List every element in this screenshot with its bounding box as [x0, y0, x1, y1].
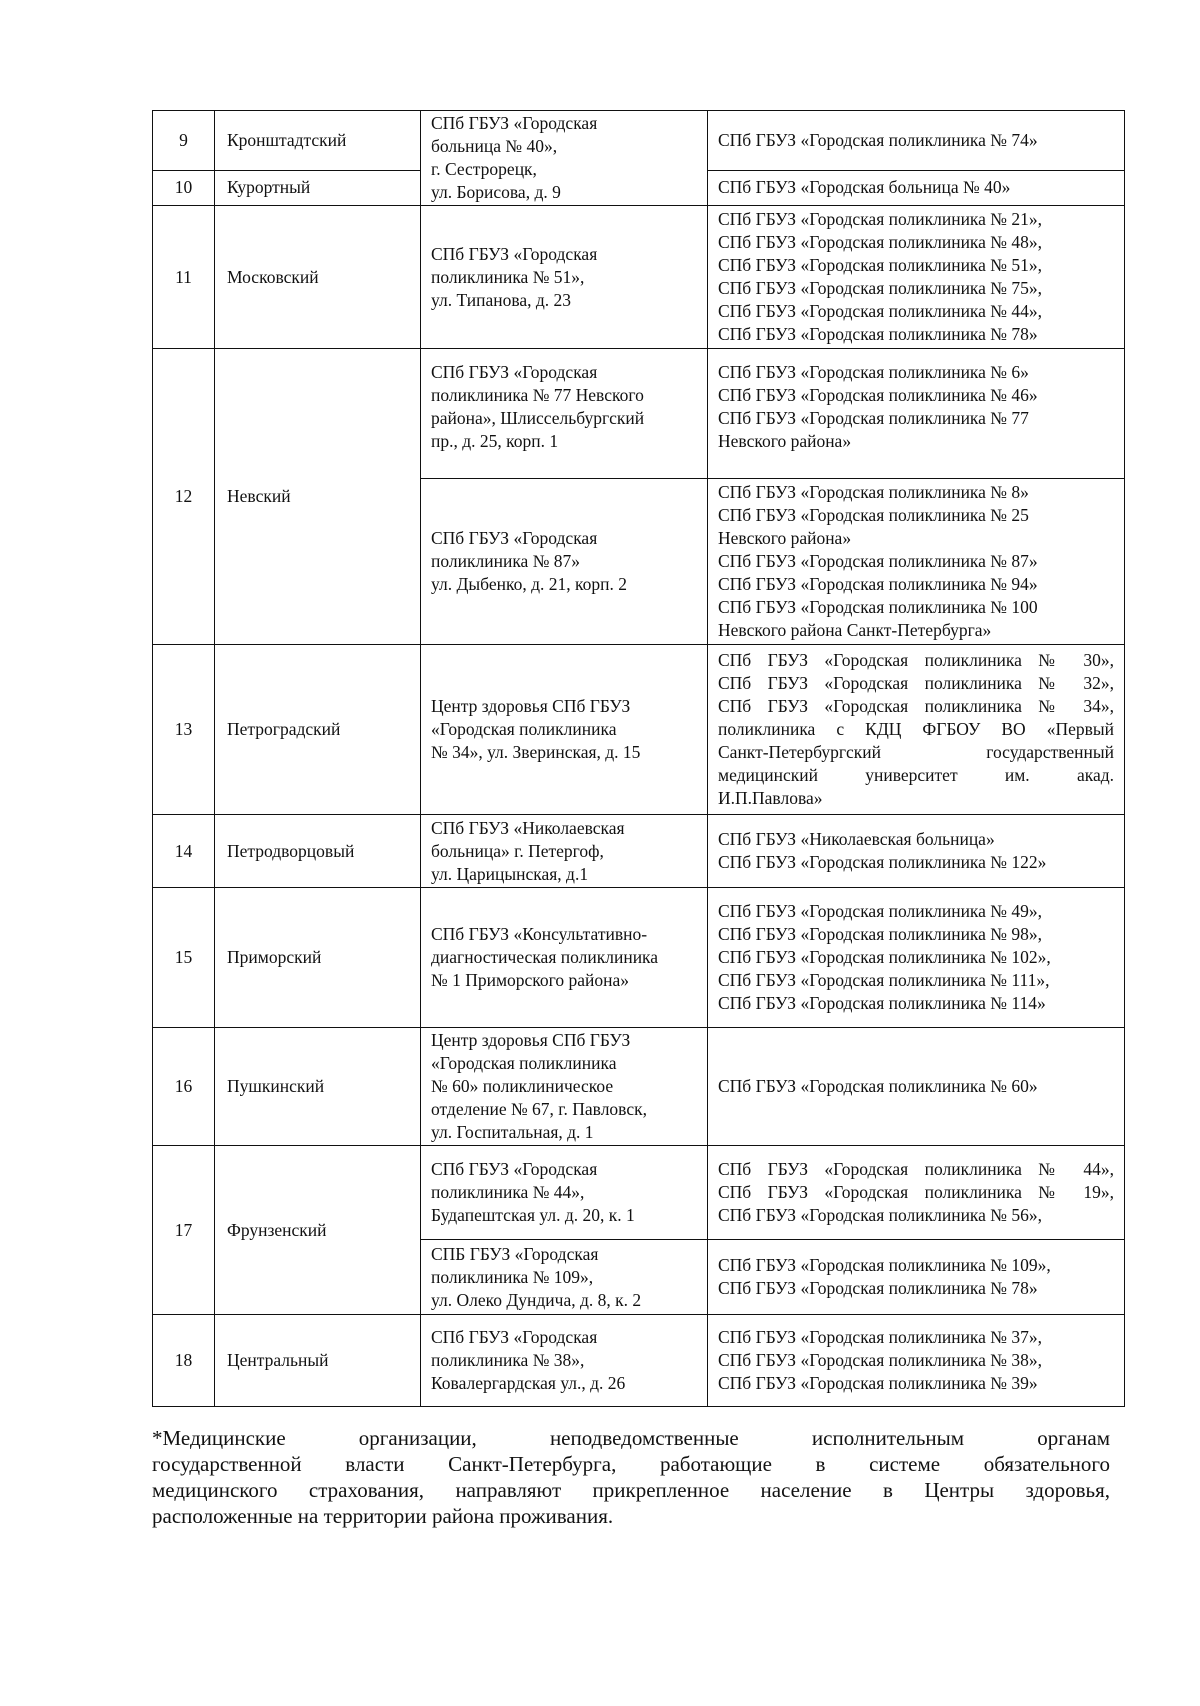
health-center-line: СПб ГБУЗ «Городская — [431, 113, 598, 133]
attached-clinic: СПб ГБУЗ «Городская поликлиника № 19», — [718, 1182, 1114, 1202]
table-row — [153, 1315, 1125, 1407]
attached-clinic: СПб ГБУЗ «Городская поликлиника № 39» — [718, 1373, 1038, 1393]
row-number: 11 — [153, 206, 215, 349]
attached-clinic: СПб ГБУЗ «Городская поликлиника № 44», — [718, 301, 1043, 321]
district-name: Пушкинский — [215, 1028, 421, 1146]
health-center-line: «Городская поликлиника — [431, 1053, 617, 1073]
row-number: 17 — [153, 1146, 215, 1315]
attached-clinic: медицинский университет им. акад. — [718, 765, 1114, 785]
health-center-line: СПб ГБУЗ «Городская — [431, 243, 598, 264]
health-center-line: больница № 40», — [431, 136, 558, 156]
attached-clinic: СПб ГБУЗ «Городская поликлиника № 122» — [718, 852, 1047, 872]
health-center-cell — [421, 479, 708, 645]
attached-clinic: СПб ГБУЗ «Городская поликлиника № 98», — [718, 924, 1043, 944]
attached-clinic: Санкт-Петербургский государственный — [718, 742, 1114, 762]
district-name: Фрунзенский — [215, 1146, 421, 1315]
attached-clinic: СПб ГБУЗ «Городская поликлиника № 21», — [718, 209, 1043, 229]
footnote-line: *Медицинские организации, неподведомственные исполнительным органам — [152, 1426, 1110, 1450]
health-center-line: СПб ГБУЗ «Консультативно- — [431, 924, 648, 944]
health-center-line: г. Сестрорецк, — [431, 159, 537, 179]
attached-clinic: Невского района Санкт-Петербурга» — [718, 620, 992, 640]
attached-clinic: СПб ГБУЗ «Городская поликлиника № 6» — [718, 362, 1029, 382]
attached-clinic: И.П.Павлова» — [718, 788, 823, 808]
attached-clinic: СПб ГБУЗ «Городская поликлиника № 46» — [718, 385, 1038, 405]
attached-clinic: СПб ГБУЗ «Городская поликлиника № 56», — [718, 1205, 1043, 1225]
health-center-line: СПб ГБУЗ «Городская — [431, 1327, 598, 1347]
district-name: Приморский — [215, 888, 421, 1028]
health-center-line: СПб ГБУЗ «Городская — [431, 362, 598, 382]
health-center-line: № 34», ул. Зверинская, д. 15 — [431, 742, 641, 762]
attached-clinic: Невского района» — [718, 528, 852, 548]
health-center-line: ул. Дыбенко, д. 21, корп. 2 — [431, 574, 627, 594]
health-center-cell — [421, 111, 708, 206]
attached-clinics-cell — [708, 645, 1125, 815]
attached-clinic: СПб ГБУЗ «Городская поликлиника № 34», — [718, 696, 1114, 716]
attached-clinics-cell — [708, 1028, 1125, 1146]
table-row — [153, 206, 1125, 349]
row-number: 16 — [153, 1028, 215, 1146]
footnote — [152, 1425, 1110, 1529]
table-row — [153, 111, 1125, 171]
row-number: 10 — [153, 170, 215, 205]
attached-clinic: СПб ГБУЗ «Городская поликлиника № 51», — [718, 255, 1043, 275]
health-center-line: поликлиника № 51», — [431, 266, 585, 287]
table-row — [153, 1028, 1125, 1146]
health-center-line: района», Шлиссельбургский — [431, 408, 645, 428]
attached-clinics-cell — [708, 815, 1125, 888]
attached-clinics-cell — [708, 111, 1125, 171]
district-name: Курортный — [215, 170, 421, 205]
health-center-line: поликлиника № 77 Невского — [431, 385, 644, 405]
health-center-line: ул. Царицынская, д.1 — [431, 863, 589, 884]
health-center-line: поликлиника № 38», — [431, 1350, 585, 1370]
attached-clinic: СПб ГБУЗ «Городская поликлиника № 102», — [718, 947, 1051, 967]
health-center-line: ул. Олеко Дундича, д. 8, к. 2 — [431, 1289, 642, 1310]
table-row — [153, 1146, 1125, 1240]
attached-clinic: СПб ГБУЗ «Городская поликлиника № 94» — [718, 574, 1038, 594]
attached-clinic: СПб ГБУЗ «Городская больница № 40» — [718, 177, 1011, 198]
attached-clinic: СПб ГБУЗ «Городская поликлиника № 48», — [718, 232, 1043, 252]
table-row — [153, 645, 1125, 815]
attached-clinics-cell — [708, 1240, 1125, 1315]
districts-table — [152, 110, 1125, 1407]
health-center-line: поликлиника № 87» — [431, 551, 581, 571]
district-name: Петродворцовый — [215, 815, 421, 888]
health-center-line: СПБ ГБУЗ «Городская — [431, 1243, 599, 1264]
attached-clinics-cell — [708, 349, 1125, 479]
health-center-cell — [421, 1146, 708, 1240]
attached-clinic: СПб ГБУЗ «Городская поликлиника № 109», — [718, 1255, 1051, 1275]
row-number: 13 — [153, 645, 215, 815]
health-center-cell — [421, 645, 708, 815]
table-row — [153, 815, 1125, 888]
health-center-line: Центр здоровья СПб ГБУЗ — [431, 1030, 631, 1050]
attached-clinics-cell — [708, 206, 1125, 349]
health-center-line: ул. Типанова, д. 23 — [431, 289, 572, 310]
attached-clinic: СПб ГБУЗ «Городская поликлиника № 111», — [718, 970, 1050, 990]
health-center-line: СПб ГБУЗ «Городская — [431, 1159, 598, 1179]
attached-clinics-cell — [708, 479, 1125, 645]
attached-clinic: СПб ГБУЗ «Городская поликлиника № 100 — [718, 597, 1038, 617]
health-center-line: отделение № 67, г. Павловск, — [431, 1099, 647, 1119]
table-row — [153, 888, 1125, 1028]
district-name: Московский — [215, 206, 421, 349]
district-name: Петроградский — [215, 645, 421, 815]
row-number: 14 — [153, 815, 215, 888]
health-center-line: СПб ГБУЗ «Николаевская — [431, 817, 625, 838]
attached-clinic: СПб ГБУЗ «Городская поликлиника № 37», — [718, 1327, 1043, 1347]
attached-clinic: СПб ГБУЗ «Городская поликлиника № 49», — [718, 901, 1043, 921]
attached-clinic: СПб ГБУЗ «Городская поликлиника № 78» — [718, 324, 1038, 344]
attached-clinic: СПб ГБУЗ «Городская поликлиника № 8» — [718, 482, 1029, 502]
health-center-cell — [421, 815, 708, 888]
health-center-cell — [421, 1315, 708, 1407]
attached-clinic: СПб ГБУЗ «Городская поликлиника № 32», — [718, 673, 1114, 693]
health-center-line: Ковалергардская ул., д. 26 — [431, 1373, 626, 1393]
health-center-cell — [421, 888, 708, 1028]
attached-clinic: СПб ГБУЗ «Городская поликлиника № 38», — [718, 1350, 1043, 1370]
district-name: Кронштадтский — [215, 111, 421, 171]
footnote-line: государственной власти Санкт-Петербурга, работающие в системе обязательного — [152, 1452, 1110, 1476]
attached-clinic: СПб ГБУЗ «Городская поликлиника № 30», — [718, 650, 1114, 670]
row-number: 9 — [153, 111, 215, 171]
health-center-cell — [421, 206, 708, 349]
attached-clinic: СПб ГБУЗ «Николаевская больница» — [718, 829, 995, 849]
attached-clinic: Невского района» — [718, 431, 852, 451]
attached-clinic: СПб ГБУЗ «Городская поликлиника № 77 — [718, 408, 1029, 428]
health-center-line: № 60» поликлиническое — [431, 1076, 614, 1096]
attached-clinics-cell — [708, 1315, 1125, 1407]
attached-clinics-cell — [708, 170, 1125, 205]
health-center-line: Будапештская ул. д. 20, к. 1 — [431, 1205, 635, 1225]
health-center-cell — [421, 1240, 708, 1315]
attached-clinic: СПб ГБУЗ «Городская поликлиника № 60» — [718, 1076, 1038, 1096]
district-name: Центральный — [215, 1315, 421, 1407]
health-center-cell — [421, 1028, 708, 1146]
health-center-line: ул. Госпитальная, д. 1 — [431, 1122, 594, 1142]
attached-clinic: СПб ГБУЗ «Городская поликлиника № 87» — [718, 551, 1038, 571]
attached-clinic: СПб ГБУЗ «Городская поликлиника № 44», — [718, 1159, 1114, 1179]
footnote-line: медицинского страхования, направляют прикрепленное население в Центры здоровья, — [152, 1478, 1110, 1502]
health-center-line: пр., д. 25, корп. 1 — [431, 431, 559, 451]
health-center-line: поликлиника № 44», — [431, 1182, 585, 1202]
row-number: 12 — [153, 349, 215, 645]
attached-clinic: СПб ГБУЗ «Городская поликлиника № 114» — [718, 993, 1046, 1013]
attached-clinic: СПб ГБУЗ «Городская поликлиника № 74» — [718, 129, 1038, 150]
district-name: Невский — [215, 349, 421, 645]
footnote-line: расположенные на территории района проживания. — [152, 1504, 614, 1528]
health-center-line: больница» г. Петергоф, — [431, 840, 604, 861]
health-center-line: «Городская поликлиника — [431, 719, 617, 739]
health-center-line: Центр здоровья СПб ГБУЗ — [431, 696, 631, 716]
health-center-line: ул. Борисова, д. 9 — [431, 182, 561, 202]
attached-clinics-cell — [708, 888, 1125, 1028]
health-center-line: СПб ГБУЗ «Городская — [431, 528, 598, 548]
attached-clinics-cell — [708, 1146, 1125, 1240]
table-row — [153, 349, 1125, 479]
health-center-cell — [421, 349, 708, 479]
attached-clinic: СПб ГБУЗ «Городская поликлиника № 78» — [718, 1278, 1038, 1298]
attached-clinic: СПб ГБУЗ «Городская поликлиника № 25 — [718, 505, 1029, 525]
health-center-line: поликлиника № 109», — [431, 1266, 594, 1287]
attached-clinic: СПб ГБУЗ «Городская поликлиника № 75», — [718, 278, 1043, 298]
health-center-line: диагностическая поликлиника — [431, 947, 659, 967]
row-number: 18 — [153, 1315, 215, 1407]
health-center-line: № 1 Приморского района» — [431, 970, 630, 990]
attached-clinic: поликлиника с КДЦ ФГБОУ ВО «Первый — [718, 719, 1114, 739]
row-number: 15 — [153, 888, 215, 1028]
